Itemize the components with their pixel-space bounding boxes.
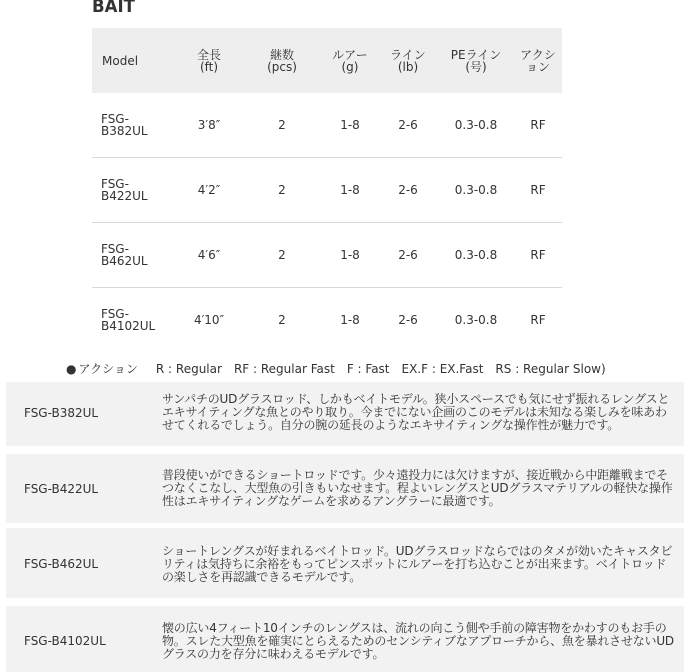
- cell-pcs: 2: [242, 93, 322, 158]
- bullet-icon: ●: [66, 362, 77, 376]
- cell-length: 3′8″: [176, 93, 242, 158]
- description-row: [6, 606, 684, 672]
- cell-pcs: 2: [242, 158, 322, 223]
- description-text: サンパチのUDグラスロッド、しかもベイトモデル。狭小スペースでも気にせず振れるレングスとエキサイティングな魚とのやり取り。今までにない企画のこのモデルは未知なる楽しみを味あわせてくれるでしょう。自分の腕の延長のようなエキサイティングな操作性が魅力です。: [162, 392, 670, 432]
- legend-item: R : Regular: [155, 362, 222, 376]
- cell-length: 4′6″: [176, 223, 242, 288]
- cell-model: FSG- B382UL: [92, 93, 176, 158]
- description-model: FSG-B382UL: [24, 406, 99, 420]
- legend-item: EX.F : EX.Fast: [401, 362, 484, 376]
- table-row: [92, 288, 562, 353]
- cell-action: RF: [530, 313, 546, 327]
- cell-model: FSG- B422UL: [92, 158, 176, 223]
- header-action: アクシ ョン: [514, 28, 562, 93]
- description-text: 普段使いができるショートロッドです。少々遠投力には欠けますが、接近戦から中距離戦までそつなくこなし、大型魚の引きもいなせます。程よいレングスとUDグラスマテリアルの軽快な操作性はエキサイティングなゲームを求めるアングラーに最適です。: [162, 468, 673, 508]
- header-lure: ルアー (g): [322, 28, 378, 93]
- legend-item: RF : Regular Fast: [233, 362, 335, 376]
- cell-line: 2-6: [378, 158, 438, 223]
- table-row: [92, 223, 562, 288]
- section-title: BAIT: [92, 0, 135, 17]
- description-model: FSG-B422UL: [24, 482, 99, 496]
- legend-item: F : Fast: [346, 362, 390, 376]
- spec-table: [92, 28, 562, 352]
- cell-lure: 1-8: [340, 313, 360, 327]
- cell-pe: 0.3-0.8: [438, 158, 514, 223]
- cell-line: 2-6: [378, 223, 438, 288]
- description-row: [6, 454, 684, 523]
- description-row: [6, 382, 684, 446]
- header-length: 全長 (ft): [176, 28, 242, 93]
- cell-length: 4′10″: [193, 313, 225, 327]
- description-text: 懐の広い4フィート10インチのレングスは、流れの向こう側や手前の障害物をかわすのもお手の物。スレた大型魚を確実にとらえるためのセンシティブなアプローチから、魚を暴れさせないUDグラスの力を存分に味わえるモデルです。: [162, 621, 674, 661]
- cell-model: FSG- B462UL: [92, 223, 176, 288]
- description-row: [6, 528, 684, 598]
- cell-pcs: 2: [242, 223, 322, 288]
- cell-lure: 1-8: [322, 93, 378, 158]
- cell-lure: 1-8: [322, 158, 378, 223]
- cell-line: 2-6: [378, 93, 438, 158]
- cell-lure: 1-8: [322, 223, 378, 288]
- cell-pe: 0.3-0.8: [438, 223, 514, 288]
- legend-item: RS : Regular Slow): [495, 362, 606, 376]
- cell-pe: 0.3-0.8: [438, 93, 514, 158]
- cell-action: RF: [514, 158, 562, 223]
- table-row: [92, 158, 562, 223]
- cell-pe: 0.3-0.8: [454, 313, 498, 327]
- legend-label: アクション: [78, 362, 138, 376]
- description-text: ショートレングスが好まれるベイトロッド。UDグラスロッドならではのタメが効いたキャスタビリティは気持ちに余裕をもってピンスポットにルアーを打ち込むことが出来ます。ベイトロッドの楽しさを再認識できるモデルです。: [162, 544, 673, 584]
- cell-length: 4′2″: [176, 158, 242, 223]
- table-header-row: [92, 28, 562, 93]
- table-row: [92, 93, 562, 158]
- description-model: FSG-B4102UL: [24, 634, 106, 648]
- cell-model: FSG- B4102UL: [101, 307, 156, 333]
- cell-line: 2-6: [398, 313, 418, 327]
- cell-action: RF: [514, 223, 562, 288]
- description-model: FSG-B462UL: [24, 557, 99, 571]
- header-pe-line: PEライン (号): [438, 28, 514, 93]
- header-line: ライン (lb): [378, 28, 438, 93]
- cell-pcs: 2: [278, 313, 286, 327]
- header-model: Model: [92, 28, 176, 93]
- header-pcs: 継数 (pcs): [242, 28, 322, 93]
- cell-action: RF: [514, 93, 562, 158]
- action-legend: [66, 361, 606, 377]
